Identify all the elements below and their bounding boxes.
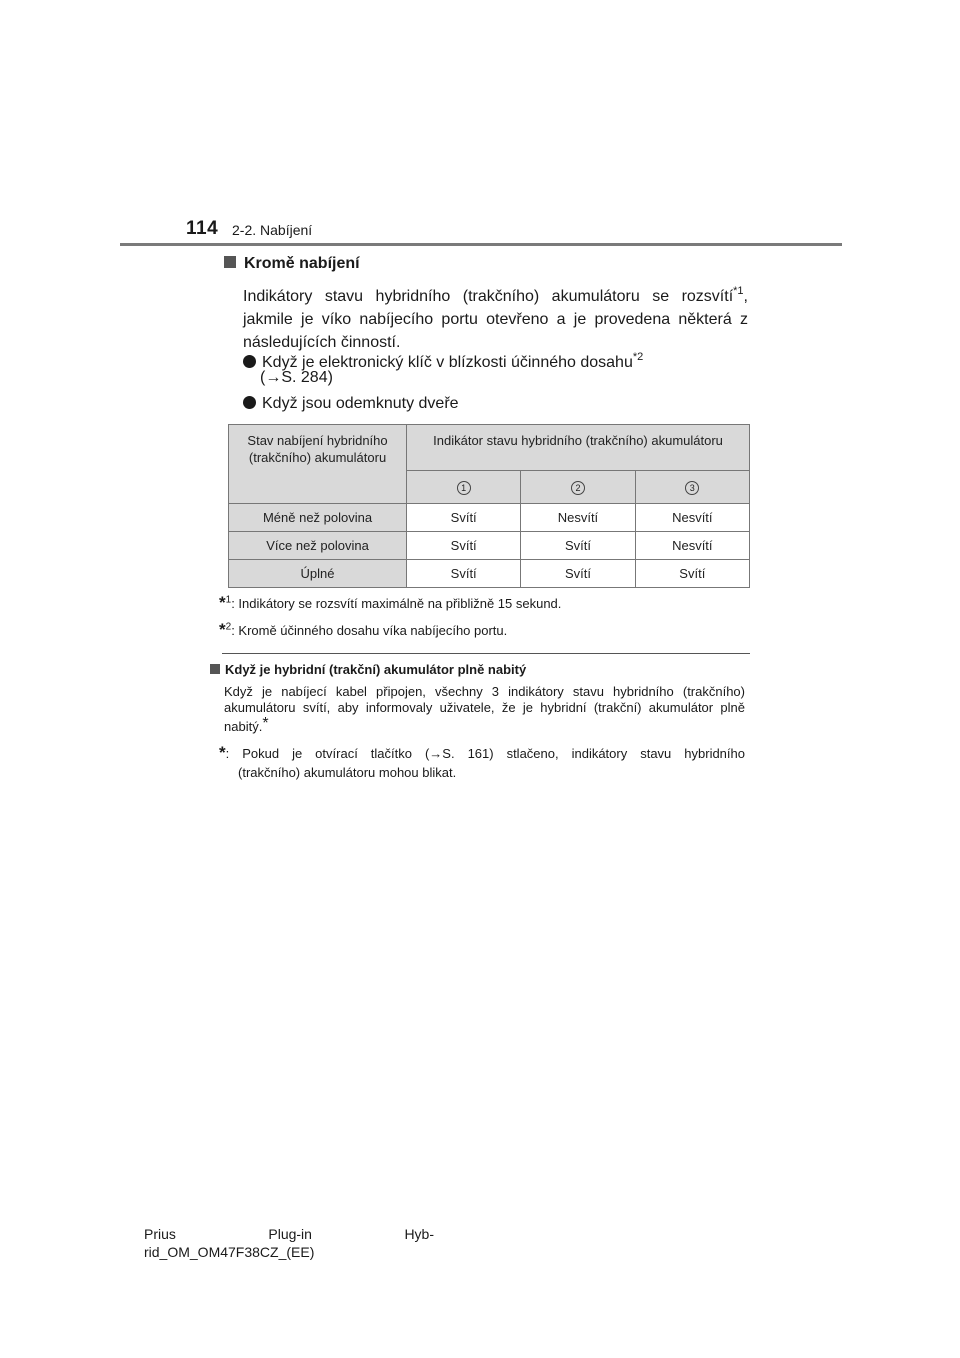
footnote-mark: *1 xyxy=(733,285,744,297)
list-item: Když jsou odemknuty dveře xyxy=(243,393,459,415)
footnote-mark: * xyxy=(262,715,269,732)
info-footnote: *: Pokud je otvírací tlačítko (→S. 161) stlačeno, indikátory stavu hybridního (trakčního) akumulátoru mohou blikat. xyxy=(219,743,745,780)
table-corner-header: Stav nabíjení hybridního (trakčního) akumulátoru xyxy=(229,425,407,504)
indicator-table xyxy=(228,424,750,588)
indicator-column-2 xyxy=(521,471,635,504)
info-paragraph: Když je nabíjecí kabel připojen, všechny 3 indikátory stavu hybridního (trakčního) akumulátoru svítí, aby informovaly uživatele, že je hybridní (trakční) akumulátor plně nabitý.* xyxy=(224,684,745,734)
document-code: Prius Plug-in Hyb- rid_OM_OM47F38CZ_(EE) xyxy=(144,1226,434,1260)
circled-number-icon: 2 xyxy=(571,481,585,495)
footnote-2: *$^2$: Kromě účinného dosahu víka nabíjecího portu. xyxy=(219,620,508,639)
page-reference: (→S. 284) xyxy=(260,369,333,386)
header-divider xyxy=(120,243,842,246)
indicator-column-3 xyxy=(635,471,749,504)
page-number: 114 xyxy=(186,218,219,239)
intro-paragraph: Indikátory stavu hybridního (trakčního) akumulátoru se rozsvítí$^{*1}$, jakmile je víko nabíjecího portu otevřeno a je provedena některá z následujících činností. xyxy=(243,285,748,351)
footnote-mark: *2 xyxy=(632,351,644,363)
table-row: Méně než polovina Svítí Nesvítí Nesvítí xyxy=(229,504,750,532)
square-bullet-icon xyxy=(224,256,236,268)
list-item: Když je elektronický klíč v blízkosti účinného dosahu$^{*2}$ xyxy=(243,346,643,374)
section-heading-text: Kromě nabíjení xyxy=(244,255,360,272)
circled-number-icon: 3 xyxy=(685,481,699,495)
bullet-dot-icon xyxy=(243,396,256,409)
bullet-dot-icon xyxy=(243,355,256,368)
table-row: Úplné Svítí Svítí Svítí xyxy=(229,560,750,588)
square-bullet-icon xyxy=(210,664,220,674)
indicator-column-1 xyxy=(407,471,521,504)
footnote-1: *$^1$: Indikátory se rozsvítí maximálně na přibližně 15 sekund. xyxy=(219,593,562,612)
circled-number-icon: 1 xyxy=(457,481,471,495)
section-heading xyxy=(224,255,360,273)
section-divider xyxy=(222,653,750,654)
table-row: Více než polovina Svítí Svítí Nesvítí xyxy=(229,532,750,560)
section-title: 2-2. Nabíjení xyxy=(232,222,313,238)
info-heading: Když je hybridní (trakční) akumulátor plně nabitý xyxy=(210,662,526,677)
table-group-header: Indikátor stavu hybridního (trakčního) akumulátoru xyxy=(407,425,750,471)
